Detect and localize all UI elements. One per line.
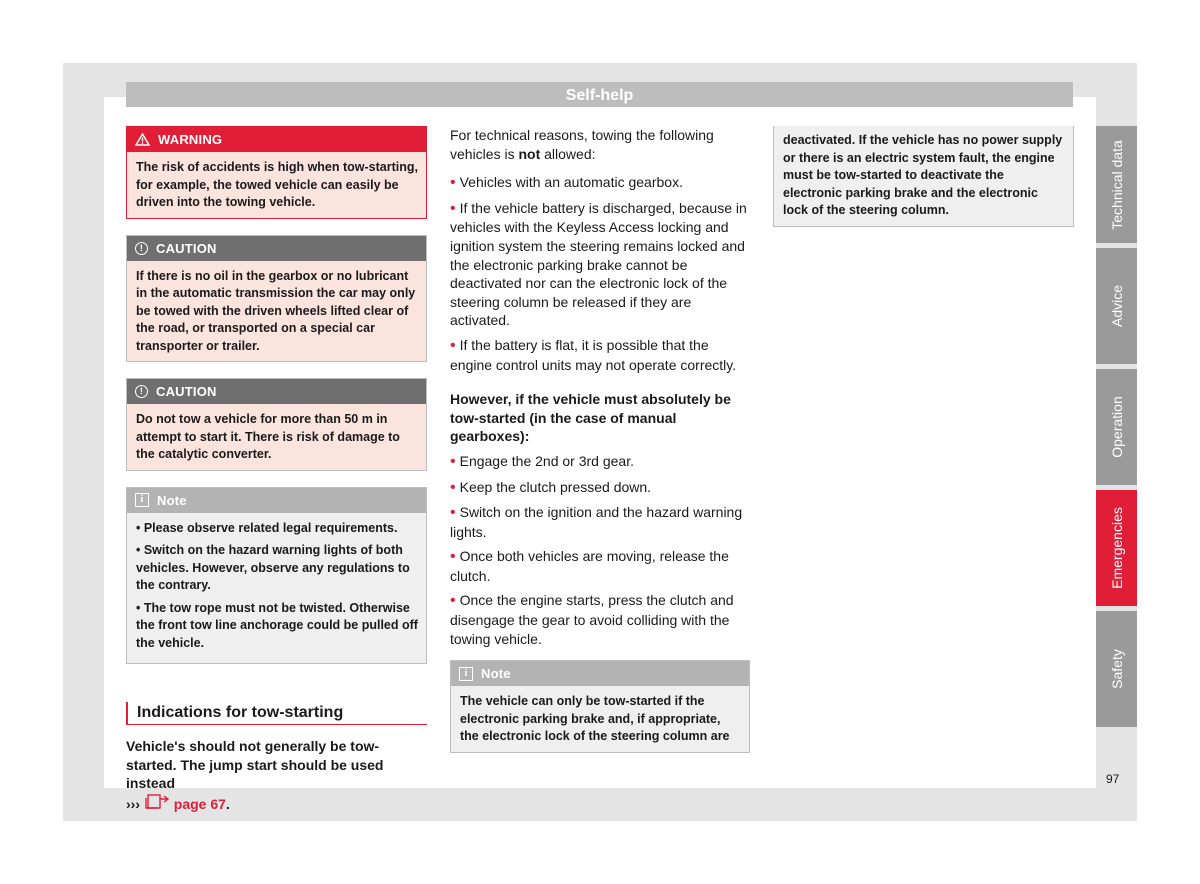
caution-header-2 — [127, 379, 426, 404]
caution-box-2 — [126, 378, 427, 471]
note-box-2 — [450, 660, 750, 753]
note-label-1: Note — [157, 492, 187, 508]
note-box-1 — [126, 487, 427, 665]
section-intro — [126, 737, 427, 813]
caution-label-1: CAUTION — [156, 240, 217, 256]
intro-part-b: not — [518, 145, 541, 162]
page-reference-link[interactable]: page 67 — [173, 795, 226, 812]
caution-icon: ! — [135, 242, 148, 255]
caution-label-2: CAUTION — [156, 384, 217, 399]
note-item: • The tow rope must not be twisted. Otherwise the front tow line anchorage could be pulled off the vehicle. — [136, 600, 418, 650]
caution-text-1: If there is no oil in the gearbox or no lubricant in the automatic transmission the car may only be towed with the driven wheels lifted clear of the road, or transported on a special car transporter or trailer. — [127, 261, 426, 362]
caution-box-1 — [126, 235, 427, 363]
column-2 — [450, 126, 750, 769]
ref-arrows: ››› — [126, 795, 140, 812]
note-label-2: Note — [481, 666, 511, 682]
note-header-2 — [451, 661, 749, 686]
tab-label: Technical data — [1108, 139, 1125, 230]
note-text-continued: deactivated. If the vehicle has no power supply or there is an electric system fault, the engine must be tow-started to deactivate the electronic parking brake and the electronic lock of the steering column. — [774, 126, 1073, 226]
section-title: Indications for tow-starting — [126, 702, 427, 725]
not-allowed-item: • If the battery is flat, it is possible that the engine control units may not operate correctly. — [450, 336, 750, 374]
warning-label: WARNING — [158, 132, 223, 147]
ref-end: . — [225, 795, 230, 812]
warning-text: The risk of accidents is high when tow-starting, for example, the towed vehicle can easily be driven into the towing vehicle. — [127, 152, 426, 218]
tow-start-step: • Switch on the ignition and the hazard warning lights. — [450, 503, 750, 541]
note-text-2: The vehicle can only be tow-started if the electronic parking brake and, if appropriate, the electronic lock of the steering column are — [451, 686, 749, 752]
tow-start-step: • Once both vehicles are moving, release the clutch. — [450, 547, 750, 585]
caution-icon: ! — [135, 385, 148, 398]
book-reference-icon — [144, 793, 170, 809]
not-allowed-intro — [450, 126, 750, 163]
warning-header — [127, 127, 426, 152]
note-body-1 — [127, 513, 426, 664]
page-number: 97 — [1106, 772, 1120, 786]
warning-box — [126, 126, 427, 219]
tab-emergencies[interactable] — [1096, 490, 1137, 606]
info-icon: i — [459, 667, 473, 681]
column-3 — [773, 126, 1074, 243]
tow-start-step: • Keep the clutch pressed down. — [450, 478, 750, 498]
info-icon: i — [135, 493, 149, 507]
tow-start-heading: However, if the vehicle must absolutely be tow-started (in the case of manual gearboxes): — [450, 391, 731, 445]
column-1 — [126, 126, 427, 813]
tab-label: Operation — [1108, 396, 1125, 458]
intro-part-c: allowed: — [540, 145, 596, 162]
note-item: • Switch on the hazard warning lights of both vehicles. However, observe any regulations to the contrary. — [136, 543, 410, 592]
tab-label: Safety — [1108, 649, 1125, 689]
not-allowed-item: • Vehicles with an automatic gearbox. — [450, 173, 750, 193]
page-header: Self-help — [126, 82, 1073, 107]
tow-start-step: • Engage the 2nd or 3rd gear. — [450, 452, 750, 472]
tab-operation[interactable] — [1096, 369, 1137, 485]
not-allowed-item: • If the vehicle battery is discharged, because in vehicles with the Keyless Access locking and ignition system the steering remains locked and the electronic parking brake cannot be deactivated nor can the electronic lock of the steering column be released if they are activated. — [450, 199, 750, 330]
warning-triangle-icon — [135, 133, 150, 146]
tab-label: Emergencies — [1108, 507, 1125, 589]
intro-part-a: For technical reasons, towing the following vehicles is — [450, 127, 714, 162]
tow-start-step: • Once the engine starts, press the clutch and disengage the gear to avoid colliding with the towing vehicle. — [450, 591, 750, 648]
note-box-continued — [773, 126, 1074, 227]
tab-advice[interactable] — [1096, 248, 1137, 364]
tab-label: Advice — [1108, 284, 1125, 328]
note-item: • Please observe related legal requirements. — [136, 520, 398, 535]
intro-text: Vehicle's should not generally be tow-started. The jump start should be used instead — [126, 738, 384, 792]
caution-header-1 — [127, 236, 426, 261]
tab-technical-data[interactable] — [1096, 126, 1137, 243]
caution-text-2: Do not tow a vehicle for more than 50 m in attempt to start it. There is risk of damage to the catalytic converter. — [127, 404, 426, 470]
tab-safety[interactable] — [1096, 611, 1137, 727]
note-header-1 — [127, 488, 426, 513]
